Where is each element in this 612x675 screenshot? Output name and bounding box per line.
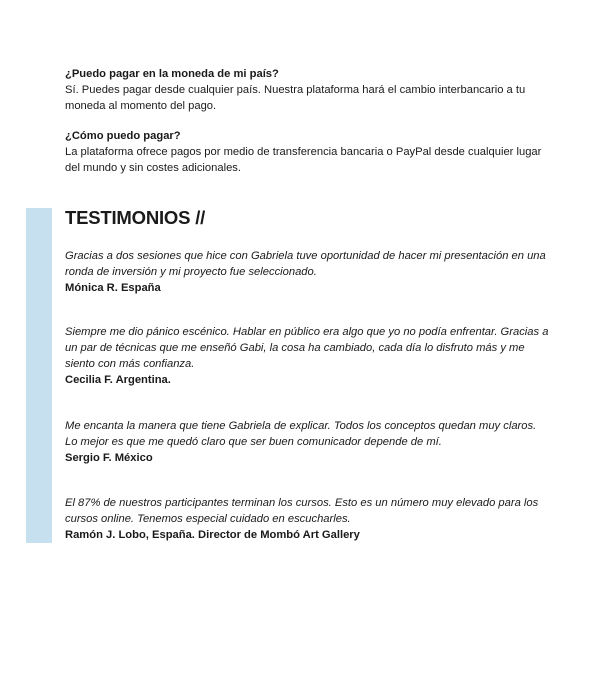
testimonial-item <box>65 418 550 466</box>
faq-item-payment <box>65 128 545 176</box>
testimonial-author: Mónica R. España <box>65 282 161 294</box>
testimonials-accent-bar <box>26 208 52 543</box>
testimonial-quote: Siempre me dio pánico escénico. Hablar en público era algo que yo no podía enfrentar. Gracias a un par de técnicas que me enseñó Gabi, la cosa ha cambiado, cada día lo disfruto más y me siento con más confianza. <box>65 326 549 370</box>
faq-answer: Sí. Puedes pagar desde cualquier país. Nuestra plataforma hará el cambio interbancario a tu moneda al momento del pago. <box>65 84 526 112</box>
testimonial-item <box>65 248 550 296</box>
faq-answer: La plataforma ofrece pagos por medio de transferencia bancaria o PayPal desde cualquier lugar del mundo y sin costes adicionales. <box>65 146 542 174</box>
testimonial-quote: Gracias a dos sesiones que hice con Gabriela tuve oportunidad de hacer mi presentación en una ronda de inversión y mi proyecto fue seleccionado. <box>65 250 546 278</box>
faq-question: ¿Cómo puedo pagar? <box>65 130 181 142</box>
faq-question: ¿Puedo pagar en la moneda de mi país? <box>65 68 279 80</box>
testimonial-quote: Me encanta la manera que tiene Gabriela de explicar. Todos los conceptos quedan muy claros. Lo mejor es que me quedó claro que ser buen comunicador depende de mí. <box>65 420 537 448</box>
testimonial-item <box>65 324 550 388</box>
testimonial-item <box>65 495 550 543</box>
testimonial-author: Sergio F. México <box>65 452 153 464</box>
faq-item-currency <box>65 66 545 114</box>
testimonial-quote: El 87% de nuestros participantes terminan los cursos. Esto es un número muy elevado para los cursos online. Tenemos especial cuidado en escucharles. <box>65 497 539 525</box>
testimonial-author: Cecilia F. Argentina. <box>65 374 171 386</box>
testimonials-title: TESTIMONIOS // <box>65 207 206 228</box>
testimonial-author: Ramón J. Lobo, España. Director de Mombó Art Gallery <box>65 529 360 541</box>
